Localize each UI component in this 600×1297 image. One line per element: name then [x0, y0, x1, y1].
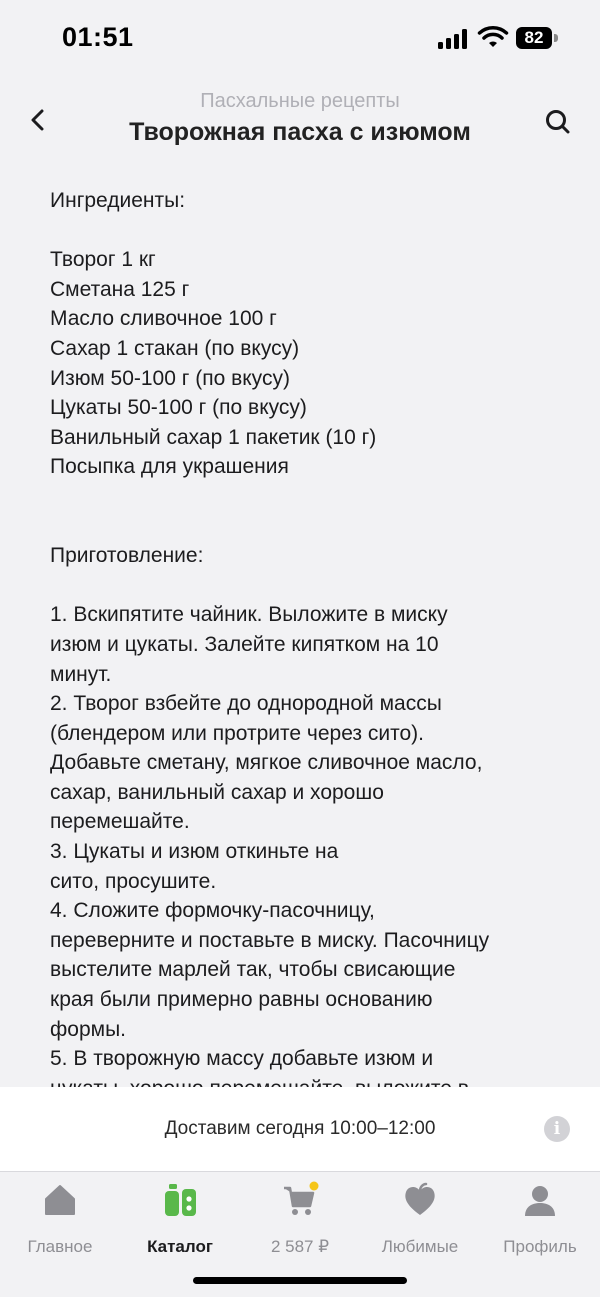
- delivery-time-text: Доставим сегодня 10:00–12:00: [164, 1118, 436, 1139]
- tab-catalog-label: Каталог: [147, 1237, 213, 1256]
- tab-favorites-label: Любимые: [381, 1237, 459, 1256]
- cellular-signal-icon: [438, 29, 470, 49]
- status-bar: [0, 0, 600, 80]
- info-icon[interactable]: i: [544, 1116, 570, 1142]
- page-title: Творожная пасха с изюмом: [129, 118, 471, 146]
- profile-icon: [522, 1182, 558, 1218]
- delivery-banner[interactable]: [0, 1087, 600, 1172]
- status-time: 01:51: [62, 22, 134, 52]
- recipe-text: Ингредиенты: Творог 1 кг Сметана 125 г Масло сливочное 100 г Сахар 1 стакан (по вкусу) Изюм 50-100 г (по вкусу) Цукаты 50-100 г (по вкусу) Ванильный сахар 1 пакетик (10 г) Посыпка для украшения Приготовление: 1. Вскипятите чайник. Выложите в миску изюм и цукаты. Залейте кипятком на 10 минут. 2. Творог взбейте до однородной массы (блендером или протрите через сито). Добавьте сметану, мягкое сливочное масло, сахар, ванильный сахар и хорошо перемешайте. 3. Цукаты и изюм откиньте на сито, просушите. 4. Сложите формочку-пасочницу, переверните и поставьте в миску. Пасочницу выстелите марлей так, чтобы свисающие края были примерно равны основанию формы. 5. В творожную массу добавьте изюм и: [50, 189, 490, 1071]
- tab-favorites[interactable]: [360, 1182, 480, 1262]
- search-icon[interactable]: [540, 104, 576, 140]
- tab-cart-label: 2 587 ₽: [270, 1237, 330, 1256]
- cart-icon: [282, 1182, 318, 1218]
- tab-catalog[interactable]: [120, 1182, 240, 1262]
- battery-indicator: [516, 27, 560, 51]
- home-indicator: [193, 1277, 407, 1284]
- tab-home-label: Главное: [27, 1237, 93, 1256]
- heart-icon: [402, 1182, 438, 1218]
- wifi-icon: [478, 27, 508, 49]
- catalog-icon: [162, 1182, 198, 1218]
- tab-home[interactable]: [0, 1182, 120, 1262]
- recipe-card: [25, 164, 575, 1087]
- breadcrumb-category[interactable]: Пасхальные рецепты: [200, 90, 400, 112]
- battery-level: 82: [524, 28, 544, 47]
- tab-profile-label: Профиль: [503, 1237, 577, 1256]
- tab-cart[interactable]: [240, 1182, 360, 1262]
- tab-profile[interactable]: [480, 1182, 600, 1262]
- nav-header: [0, 80, 600, 164]
- home-icon: [42, 1182, 78, 1218]
